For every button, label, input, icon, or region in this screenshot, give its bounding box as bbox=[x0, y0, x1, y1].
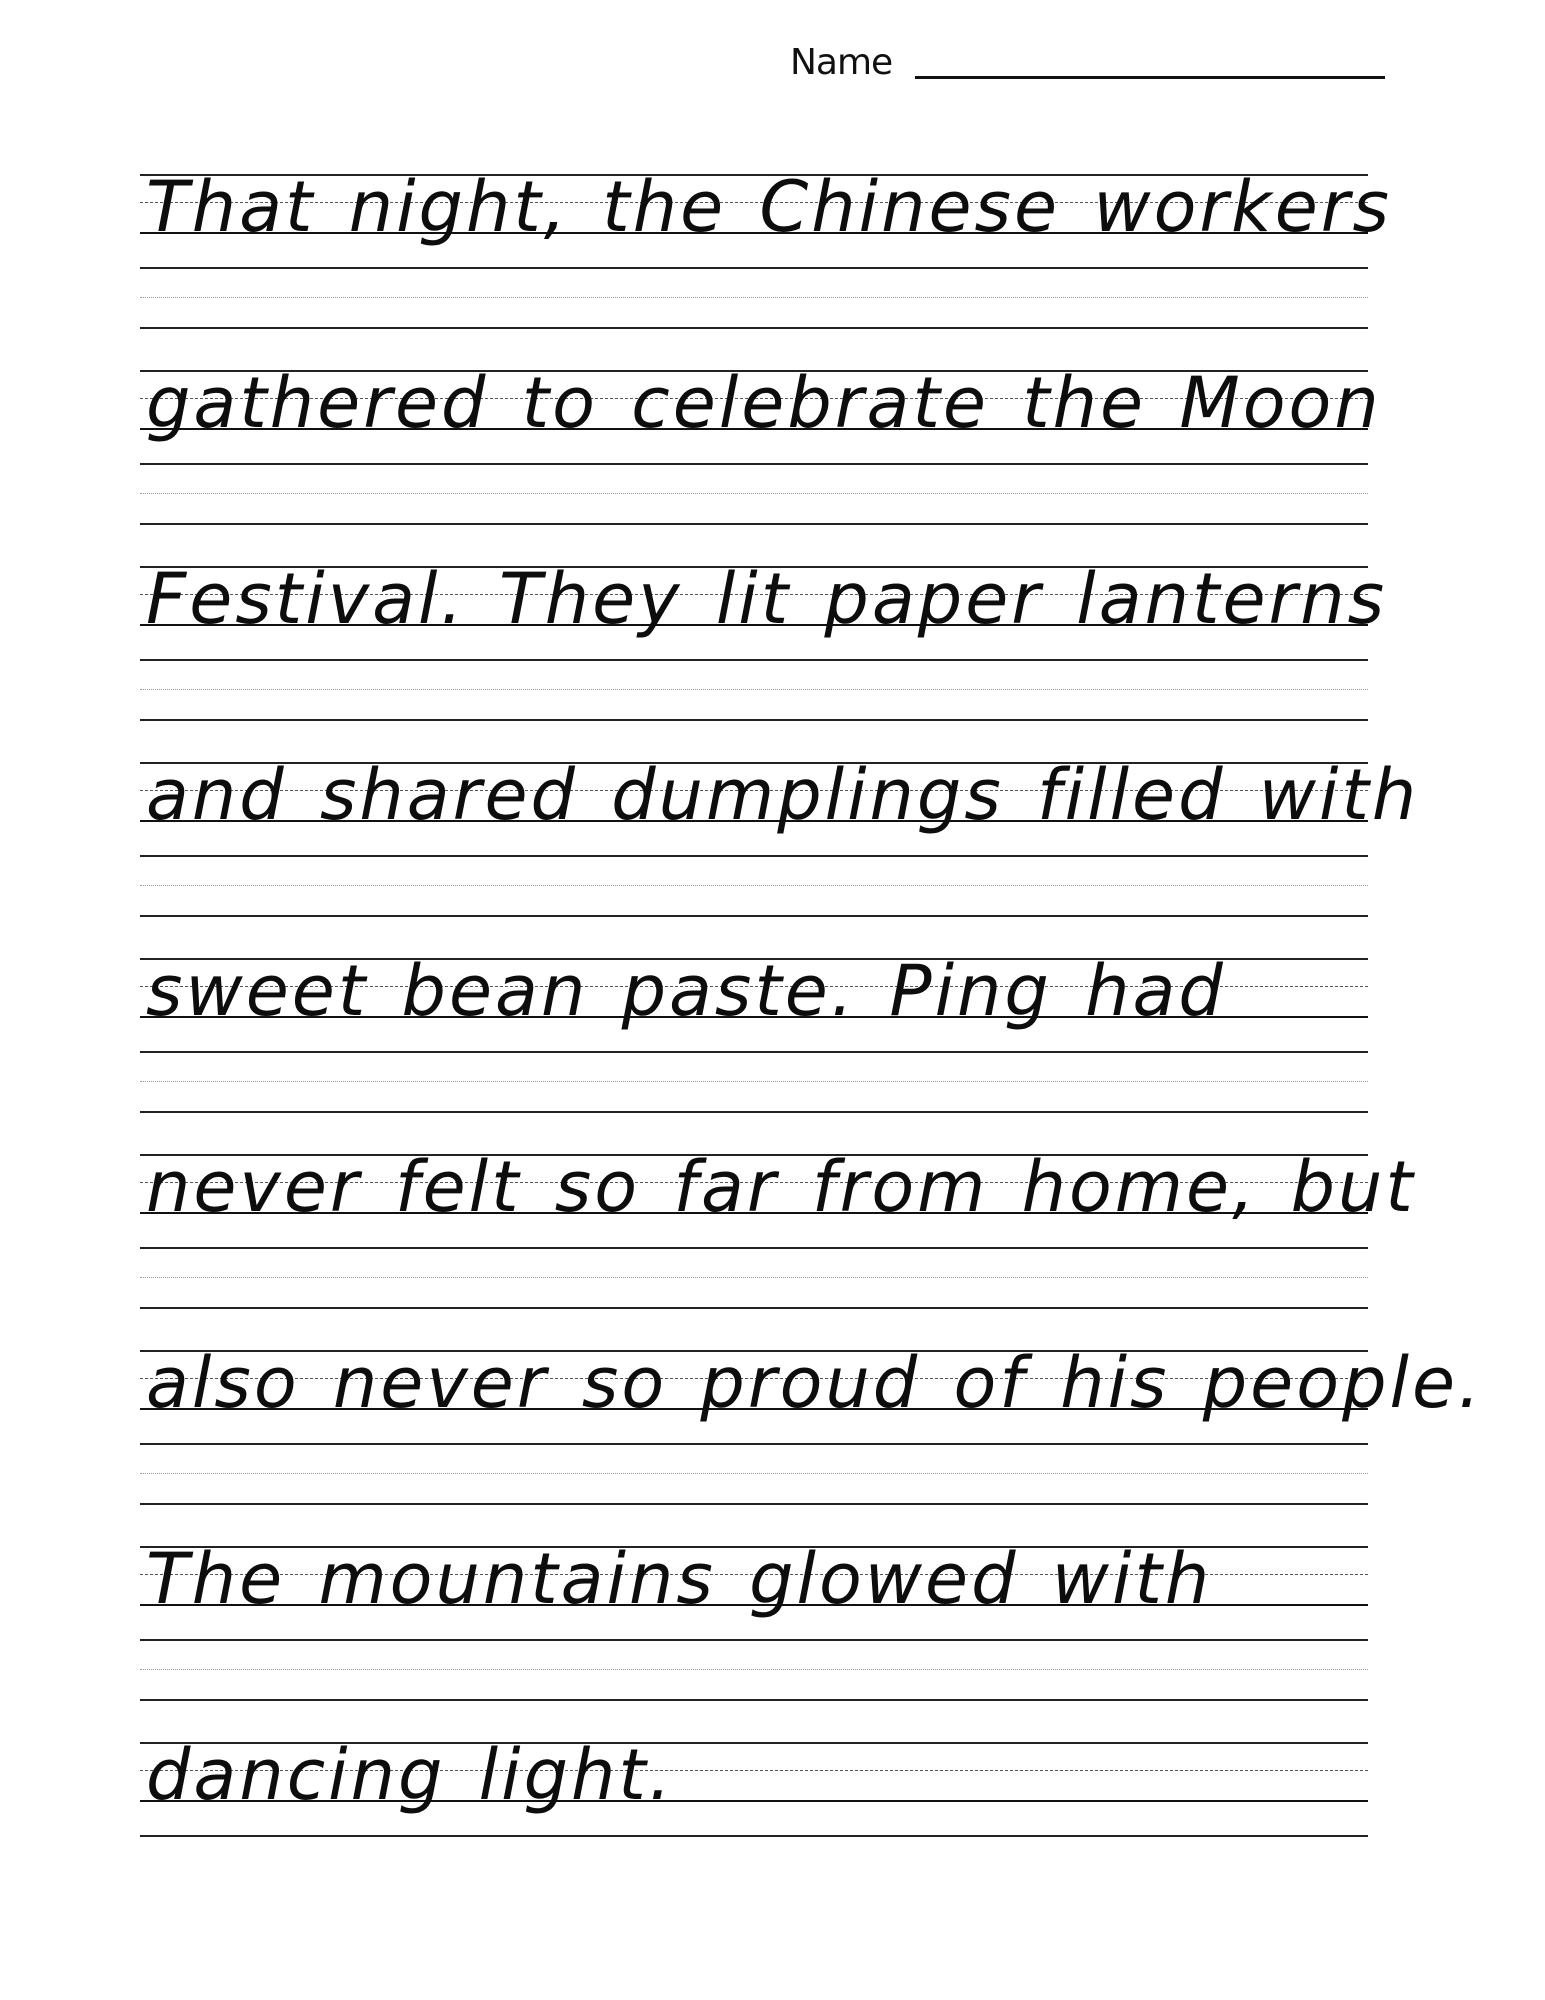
writing-row-1 bbox=[140, 137, 1393, 337]
writing-row-5 bbox=[140, 921, 1368, 1121]
writing-row-7 bbox=[140, 1313, 1484, 1513]
guide-rule bbox=[140, 1473, 1368, 1474]
handwriting-line: dancing light. bbox=[146, 1734, 675, 1816]
handwriting-line: sweet bean paste. Ping had bbox=[146, 950, 1226, 1032]
spacer-rule bbox=[140, 1503, 1368, 1505]
writing-row-9 bbox=[140, 1705, 1368, 1905]
handwriting-line: gathered to celebrate the Moon bbox=[146, 362, 1382, 444]
spacer-rule bbox=[140, 1307, 1368, 1309]
guide-rule bbox=[140, 297, 1368, 298]
handwriting-line: The mountains glowed with bbox=[146, 1538, 1213, 1620]
writing-row-4 bbox=[140, 725, 1420, 925]
name-field[interactable] bbox=[790, 40, 1390, 90]
writing-row-3 bbox=[140, 529, 1388, 729]
name-underline[interactable] bbox=[915, 76, 1385, 79]
spacer-rule bbox=[140, 915, 1368, 917]
handwriting-line: Festival. They lit paper lanterns bbox=[146, 558, 1388, 640]
descender-rule bbox=[140, 267, 1368, 269]
spacer-rule bbox=[140, 327, 1368, 329]
writing-row-8 bbox=[140, 1509, 1368, 1709]
guide-rule bbox=[140, 1081, 1368, 1082]
descender-rule bbox=[140, 1443, 1368, 1445]
spacer-rule bbox=[140, 1699, 1368, 1701]
descender-rule bbox=[140, 1639, 1368, 1641]
descender-rule bbox=[140, 463, 1368, 465]
handwriting-line: That night, the Chinese workers bbox=[146, 166, 1393, 248]
writing-row-2 bbox=[140, 333, 1382, 533]
guide-rule bbox=[140, 1669, 1368, 1670]
descender-rule bbox=[140, 1247, 1368, 1249]
spacer-rule bbox=[140, 719, 1368, 721]
descender-rule bbox=[140, 1051, 1368, 1053]
handwriting-line: never felt so far from home, but bbox=[146, 1146, 1416, 1228]
descender-rule bbox=[140, 659, 1368, 661]
guide-rule bbox=[140, 885, 1368, 886]
descender-rule bbox=[140, 1835, 1368, 1837]
descender-rule bbox=[140, 855, 1368, 857]
name-label: Name bbox=[790, 42, 893, 83]
writing-row-6 bbox=[140, 1117, 1416, 1317]
handwriting-line: also never so proud of his people. bbox=[146, 1342, 1484, 1424]
guide-rule bbox=[140, 1277, 1368, 1278]
guide-rule bbox=[140, 689, 1368, 690]
handwriting-line: and shared dumplings filled with bbox=[146, 754, 1420, 836]
spacer-rule bbox=[140, 523, 1368, 525]
spacer-rule bbox=[140, 1111, 1368, 1113]
guide-rule bbox=[140, 493, 1368, 494]
